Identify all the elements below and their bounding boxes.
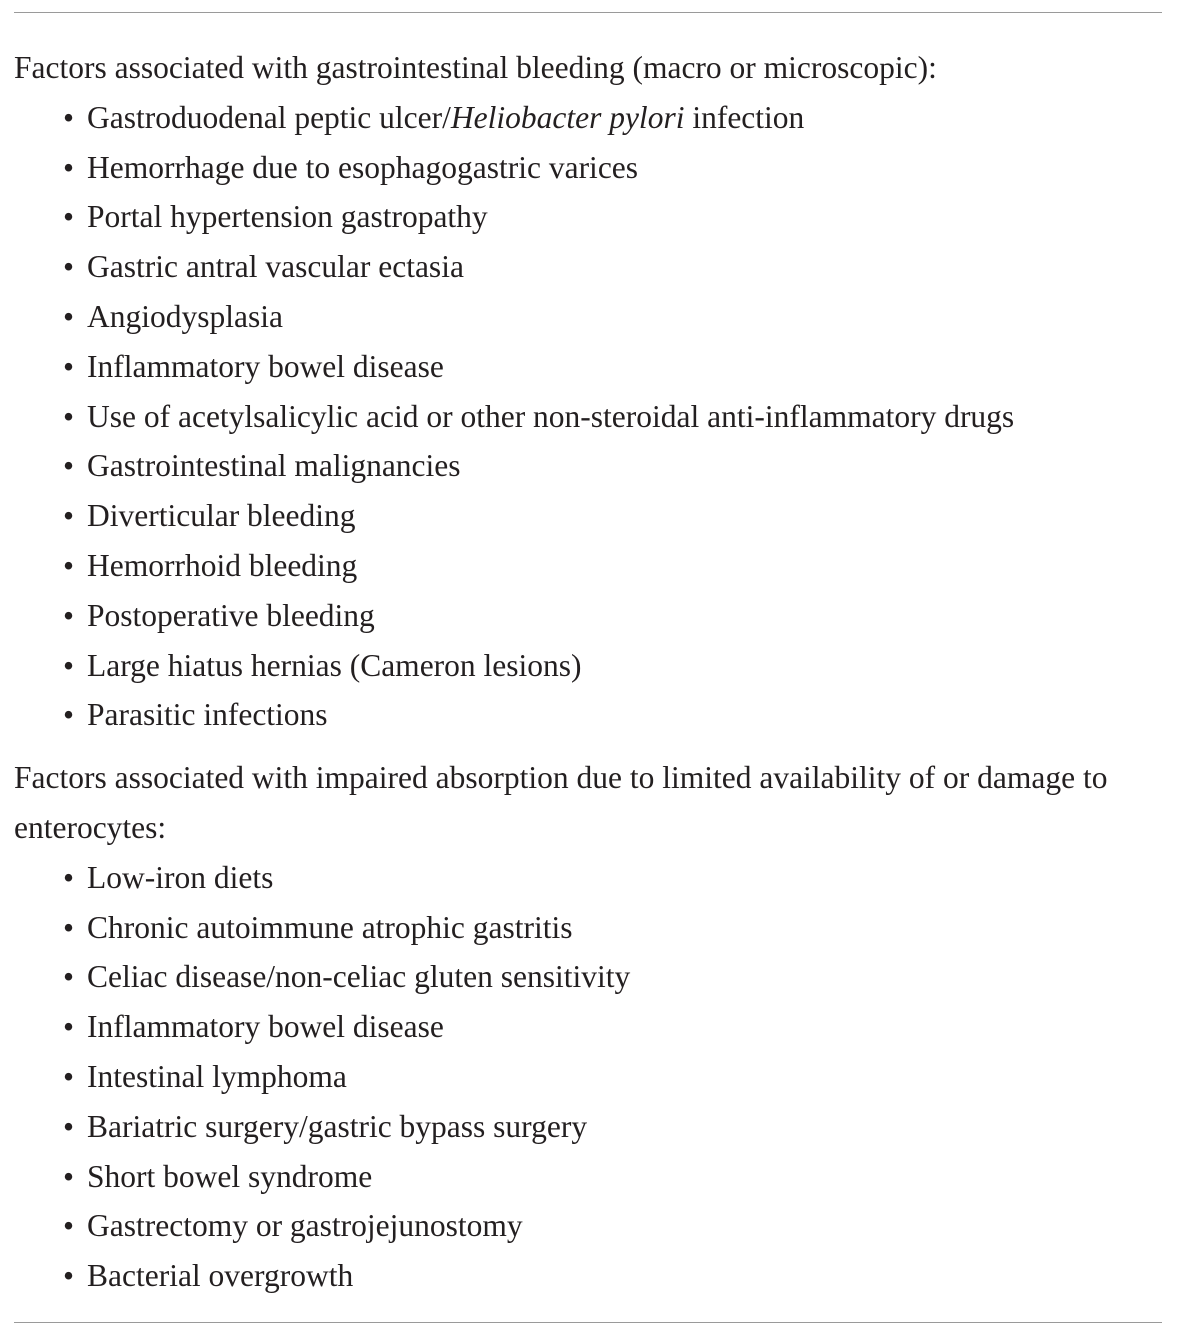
list-item	[14, 1201, 1194, 1251]
item-text: Short bowel syndrome	[87, 1158, 373, 1194]
item-text: Bariatric surgery/gastric bypass surgery	[87, 1108, 588, 1144]
item-text: Gastric antral vascular ectasia	[87, 249, 464, 285]
list-item	[14, 491, 1194, 541]
factors-table	[14, 43, 1194, 1301]
list-item	[14, 690, 1194, 740]
list-item	[14, 242, 1194, 292]
list-item	[14, 903, 1194, 953]
list-item	[14, 143, 1194, 193]
bullet-icon: •	[63, 1208, 75, 1244]
item-text: Bacterial overgrowth	[87, 1258, 354, 1294]
item-text: Low-iron diets	[87, 859, 274, 895]
item-text: Hemorrhage due to esophagogastric varices	[87, 149, 639, 185]
list-item	[14, 641, 1194, 691]
item-text: Hemorrhoid bleeding	[87, 547, 358, 583]
item-text: Inflammatory bowel disease	[87, 348, 444, 384]
list-item	[14, 1251, 1194, 1301]
list-item	[14, 1002, 1194, 1052]
list-item	[14, 392, 1194, 442]
bullet-icon: •	[63, 959, 75, 995]
item-text: Portal hypertension gastropathy	[87, 199, 488, 235]
list-item	[14, 853, 1194, 903]
bullet-icon: •	[63, 697, 75, 733]
table-bottom-rule	[14, 1322, 1162, 1323]
list-item	[14, 441, 1194, 491]
item-text: Use of acetylsalicylic acid or other non-steroidal anti-inflammatory drugs	[87, 398, 1015, 434]
bullet-icon: •	[63, 1258, 75, 1294]
item-text: Chronic autoimmune atrophic gastritis	[87, 909, 573, 945]
list-item	[14, 591, 1194, 641]
list-item	[14, 342, 1194, 392]
bullet-icon: •	[63, 1108, 75, 1144]
list-item	[14, 1052, 1194, 1102]
bullet-icon: •	[63, 1009, 75, 1045]
item-text: Postoperative bleeding	[87, 597, 375, 633]
item-text: Angiodysplasia	[87, 298, 283, 334]
item-text: Gastroduodenal peptic ulcer/	[87, 99, 451, 135]
section-heading: Factors associated with gastrointestinal bleeding (macro or microscopic):	[14, 50, 937, 85]
bullet-icon: •	[63, 99, 75, 135]
bullet-icon: •	[63, 647, 75, 683]
item-text: Inflammatory bowel disease	[87, 1009, 444, 1045]
bullet-icon: •	[63, 398, 75, 434]
item-text: Intestinal lymphoma	[87, 1058, 347, 1094]
table-top-rule	[14, 12, 1162, 13]
bullet-icon: •	[63, 298, 75, 334]
bullet-icon: •	[63, 1158, 75, 1194]
list-item	[14, 292, 1194, 342]
bullet-icon: •	[63, 859, 75, 895]
list-item	[14, 93, 1194, 143]
bleeding-factors-section	[14, 43, 1194, 740]
item-text: Large hiatus hernias (Cameron lesions)	[87, 647, 582, 683]
bullet-icon: •	[63, 909, 75, 945]
absorption-factors-section	[14, 753, 1194, 1301]
list-item	[14, 952, 1194, 1002]
list-item	[14, 1102, 1194, 1152]
bullet-icon: •	[63, 498, 75, 534]
bullet-icon: •	[63, 149, 75, 185]
list-item	[14, 541, 1194, 591]
list-item	[14, 1152, 1194, 1202]
item-text: Parasitic infections	[87, 697, 328, 733]
bullet-icon: •	[63, 597, 75, 633]
bullet-icon: •	[63, 547, 75, 583]
bullet-icon: •	[63, 249, 75, 285]
bullet-icon: •	[63, 199, 75, 235]
item-text: Celiac disease/non-celiac gluten sensitivity	[87, 959, 631, 995]
item-text-suffix: infection	[684, 99, 805, 135]
item-text-italic: Heliobacter pylori	[450, 99, 685, 135]
item-text: Diverticular bleeding	[87, 498, 356, 534]
section-heading: Factors associated with impaired absorption due to limited availability of or damage to enterocytes:	[14, 760, 1108, 845]
factor-list	[14, 853, 1194, 1301]
bullet-icon: •	[63, 348, 75, 384]
bullet-icon: •	[63, 448, 75, 484]
item-text: Gastrectomy or gastrojejunostomy	[87, 1208, 523, 1244]
item-text: Gastrointestinal malignancies	[87, 448, 461, 484]
factor-list	[14, 93, 1194, 740]
list-item	[14, 192, 1194, 242]
bullet-icon: •	[63, 1058, 75, 1094]
